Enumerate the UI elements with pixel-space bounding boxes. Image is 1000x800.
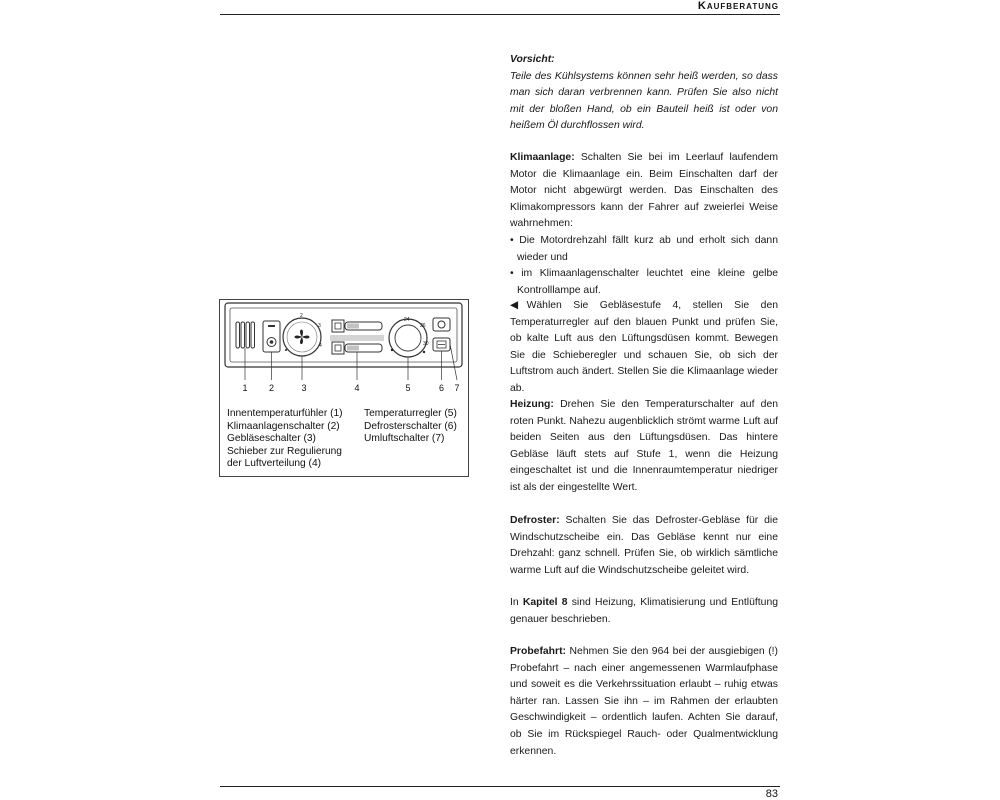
testdrive-text: Nehmen Sie den 964 bei der ausgiebigen (!) Probefahrt – nach einer angemessenen Warmlaufphase und soweit es die Verkehrssituation erlaubt – ruhig etwas härter ran. Lassen Sie ihn – im Rahmen der erlaubten Geschwindigkeit – ordentlich laufen. Achten Sie darauf, ob Sie im Rückspiegel Rauch- oder Qualmentwicklung erkennen. <box>510 646 779 757</box>
chapter-reference <box>510 595 778 628</box>
list-item: • Die Motordrehzahl fällt kurz ab und erholt sich dann wieder und <box>510 233 778 266</box>
list-item: • im Klimaanlagenschalter leuchtet eine kleine gelbe Kontrolllampe auf. <box>510 266 778 299</box>
figure-legend-left <box>227 408 343 471</box>
climate-text: Schalten Sie bei im Leerlauf laufendem Motor die Klimaanlage ein. Beim Einschalten darf der Motor nicht abgewürgt werden. Das Einschalten des Klimakompressors kann der Fahrer auf zweierlei Weise wahrnehmen: <box>510 152 779 230</box>
defroster-switch <box>433 318 450 331</box>
legend-item: Schieber zur Regulierung <box>227 445 342 457</box>
legend-item: Defrosterschalter (6) <box>364 420 457 432</box>
callout-4: 4 <box>354 383 360 393</box>
chapter-ref-link: Kapitel 8 <box>522 597 568 608</box>
chapter-ref-text: sind Heizung, Klimatisierung und Entlüftung genauer beschrieben. <box>510 597 779 625</box>
warning-block <box>510 52 778 135</box>
header-rule <box>220 14 780 15</box>
heating-heading: Heizung: <box>510 399 554 410</box>
svg-text:4: 4 <box>319 343 322 349</box>
callout-6: 6 <box>438 383 445 393</box>
svg-text:2: 2 <box>300 313 303 319</box>
legend-item: der Luftverteilung (4) <box>227 458 322 470</box>
climate-control-figure <box>219 299 469 477</box>
blower-section <box>510 298 778 398</box>
callout-5: 5 <box>405 383 411 393</box>
callout-1: 1 <box>242 383 248 393</box>
blower-text: Wählen Sie Gebläsestufe 4, stellen Sie den Temperaturregler auf den blauen Punkt und prüfen Sie, ob kalte Luft aus den Lüftungsdüsen kommt. Bewegen Sie die Schieberegler und schauen Sie, ob sich der Luftstrom auch ändert. Stellen Sie die Klimaanlage wieder ab. <box>510 300 778 394</box>
heating-text: Drehen Sie den Temperaturschalter auf den roten Punkt. Nahezu augenblicklich strömt warme Luft auf beiden Seiten aus den Lüftungsdüsen. Das hintere Gebläse läuft stets auf Stufe 1, wenn die Heizung eingeschaltet ist und die Innenraumtemperatur niedriger ist als der eingestellte Wert. <box>510 399 778 493</box>
svg-text:3: 3 <box>318 323 321 329</box>
legend-item: Temperaturregler (5) <box>364 408 457 419</box>
defroster-text: Schalten Sie das Defroster-Gebläse für die Windschutzscheibe ein. Das Gebläse kennt nur eine Drehzahl: ganz schnell. Prüfen Sie, ob wirklich sämtliche warme Luft auf die Windschutzscheibe geleitet wird. <box>510 515 778 576</box>
climate-bullet-list <box>510 233 778 299</box>
heating-section <box>510 397 778 497</box>
svg-text:30: 30 <box>423 341 429 347</box>
defroster-section <box>510 513 778 579</box>
ac-switch <box>263 321 280 352</box>
running-header: Kaufberatung <box>697 0 779 12</box>
defroster-heading: Defroster: <box>510 515 560 526</box>
testdrive-heading: Probefahrt: <box>510 646 566 657</box>
footer-rule <box>220 786 780 787</box>
warning-text: Teile des Kühlsystems können sehr heiß werden, so dass man sich daran verbrennen kann. Prüfen Sie also nicht mit der bloßen Hand, ob ein Bauteil heiß ist oder von heißem Öl durchflossen wird. <box>510 70 778 132</box>
page-number: 83 <box>765 788 778 800</box>
callout-7: 7 <box>454 383 460 393</box>
margin-arrow-icon: ◀ <box>510 300 527 311</box>
legend-item: Gebläseschalter (3) <box>227 433 316 445</box>
climate-heading: Klimaanlage: <box>510 152 575 163</box>
svg-text:26: 26 <box>420 323 426 329</box>
svg-text:24: 24 <box>404 317 410 323</box>
legend-item: Innentemperaturfühler (1) <box>227 408 343 419</box>
legend-item: Umluftschalter (7) <box>364 433 445 445</box>
testdrive-section <box>510 644 778 760</box>
legend-item: Klimaanlagenschalter (2) <box>227 420 340 432</box>
callout-3: 3 <box>301 383 307 393</box>
recirculation-switch <box>433 338 450 351</box>
warning-heading: Vorsicht: <box>510 54 555 65</box>
chapter-ref-prefix: In <box>510 597 519 608</box>
callout-2: 2 <box>268 383 275 393</box>
climate-section <box>510 150 778 299</box>
figure-legend-right <box>364 408 457 446</box>
